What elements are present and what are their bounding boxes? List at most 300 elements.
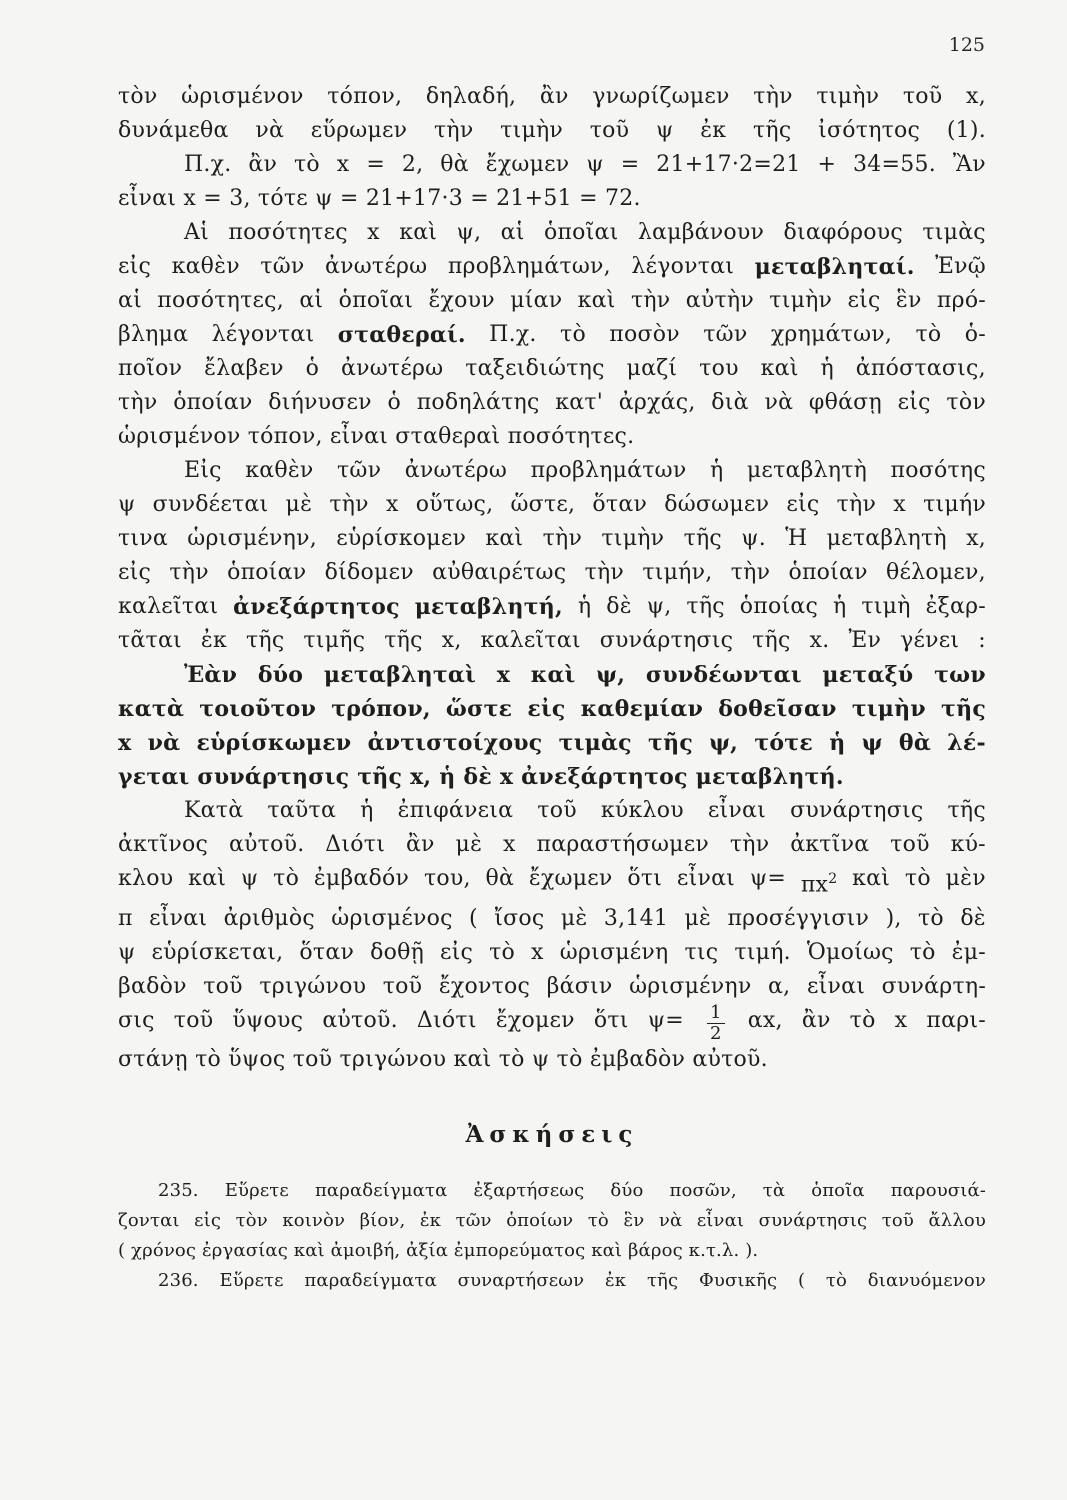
word: τὸ xyxy=(825,1270,848,1292)
word: ταῦτα xyxy=(267,798,337,823)
word: τὸ xyxy=(915,322,942,347)
word: Ἂν xyxy=(952,152,986,177)
word: αὐθαιρέτως xyxy=(432,560,567,585)
word: δυνάμεθα xyxy=(118,118,229,143)
word: x, xyxy=(441,628,462,653)
word: x. xyxy=(809,628,830,653)
word: εὑρίσκομεν xyxy=(336,526,467,551)
word: σις xyxy=(118,1008,155,1034)
word: νὰ xyxy=(764,390,794,415)
word: γνωρίζωμεν xyxy=(592,84,730,109)
word: ἔχουν xyxy=(428,288,495,313)
word: μεταβληταὶ xyxy=(323,662,477,688)
word: + xyxy=(817,152,837,177)
word: ἂν xyxy=(539,84,569,109)
word: τῆς xyxy=(752,628,791,653)
text-line xyxy=(118,590,986,624)
word: ὁποῖαι xyxy=(543,220,619,245)
text-line xyxy=(118,488,986,522)
word: δὲ xyxy=(960,906,986,932)
text-line xyxy=(118,936,986,970)
word: ἀντιστοίχους xyxy=(367,730,543,756)
word: αx, xyxy=(747,1008,783,1034)
word: 235. xyxy=(158,1180,199,1202)
word: δηλαδή, xyxy=(425,84,517,109)
word: ἡ xyxy=(709,458,724,483)
word: x xyxy=(496,662,511,688)
word: βάσιν xyxy=(546,974,613,1000)
word: καθὲν xyxy=(245,458,314,483)
exercise-line xyxy=(118,1176,986,1206)
word: τὸν xyxy=(118,84,158,109)
word: νὰ xyxy=(255,118,285,143)
word: μὲ xyxy=(560,906,588,932)
word: τὸν xyxy=(235,1210,268,1232)
word: των xyxy=(934,662,986,688)
word: τιμὴν xyxy=(500,118,564,143)
text-line xyxy=(118,114,986,148)
word: ψ, xyxy=(709,730,739,756)
word: τοῦ xyxy=(881,1210,914,1232)
word: κύ- xyxy=(950,832,986,857)
word: τὸ xyxy=(489,940,516,966)
line-text: ὡρισμένον τόπον, εἶναι σταθεραὶ ποσότητες. xyxy=(118,424,635,449)
word: εἰς xyxy=(194,1210,222,1232)
word: ἄλλου xyxy=(928,1210,986,1232)
word: Εἰς xyxy=(184,458,222,483)
word: καθὲν xyxy=(171,254,240,279)
word: αἱ xyxy=(118,288,142,313)
word: ἴσος xyxy=(494,906,545,932)
word: αὐτοῦ. xyxy=(228,832,305,857)
text-line xyxy=(118,726,986,760)
word: αἱ xyxy=(299,288,324,313)
word: εἶναι xyxy=(707,798,767,823)
word: τόπον, xyxy=(327,84,403,109)
word: τῆς xyxy=(683,526,722,551)
word: τὴν xyxy=(836,492,877,517)
word: ἀνωτέρω xyxy=(324,254,428,279)
word: παρουσιά- xyxy=(890,1180,986,1202)
word: τὴν xyxy=(433,118,474,143)
word: μεταβλητὴ xyxy=(826,526,947,551)
word: Αἱ xyxy=(184,220,210,245)
word: βλημα xyxy=(118,322,189,347)
text-line xyxy=(118,692,986,726)
word: x xyxy=(385,492,399,517)
word: ἰσότητος xyxy=(818,118,921,143)
word: ποσῶν, xyxy=(669,1180,737,1202)
word: λέγονται xyxy=(211,322,315,347)
word: ἐξαρτήσεως xyxy=(473,1180,585,1202)
word: εἰς xyxy=(118,254,152,279)
word: ἀριθμὸς xyxy=(223,906,315,932)
word: τὸ xyxy=(560,322,586,347)
word: τότε xyxy=(754,730,813,756)
word: θὰ xyxy=(485,866,515,891)
word: ὕψους xyxy=(232,1008,304,1034)
word: ὅτι xyxy=(627,866,663,891)
word: τῆς xyxy=(686,594,725,619)
word: ποδηλάτης xyxy=(416,390,540,415)
word: ζονται xyxy=(118,1210,180,1232)
word: τὴν xyxy=(118,390,158,415)
fraction-numerator: 1 xyxy=(707,1004,725,1024)
word: ἡ xyxy=(832,594,847,619)
word: ὁποίας xyxy=(739,594,819,619)
word: καὶ xyxy=(485,526,524,551)
word: ψ= xyxy=(647,1008,684,1034)
word: = xyxy=(620,152,640,177)
word: Π.χ. xyxy=(489,322,537,347)
word: τὴν xyxy=(630,288,671,313)
word: ὁποῖαι xyxy=(338,288,414,313)
word: τὸ xyxy=(849,1008,876,1034)
word: (1). xyxy=(946,118,986,143)
word: μεταβλητή, xyxy=(414,594,563,620)
word: μεταξύ xyxy=(822,662,914,688)
word: νὰ xyxy=(658,1210,683,1232)
word: Ἡ xyxy=(785,526,808,551)
word: ἡ xyxy=(829,730,846,756)
word: τιμὰς xyxy=(922,220,986,245)
word: ὁ xyxy=(387,390,401,415)
word: δώσωμεν xyxy=(664,492,770,517)
word: : xyxy=(978,628,986,653)
word: x, xyxy=(966,526,986,551)
word: καλεῖται xyxy=(118,594,219,619)
word: τῆς xyxy=(947,798,986,823)
word: λαμβάνουν xyxy=(637,220,765,245)
word: ὡρισμένη xyxy=(559,940,669,966)
word: Ἐὰν xyxy=(184,662,238,688)
word: Διότι xyxy=(416,1008,477,1034)
word: θὰ xyxy=(898,730,931,756)
word: κατ' xyxy=(555,390,604,415)
word: πρό- xyxy=(936,288,986,313)
line-text: ( χρόνος ἐργασίας καὶ ἀμοιβή, ἀξία ἐμπορεύματος καὶ βάρος κ.τ.λ. ). xyxy=(118,1240,759,1262)
text-line xyxy=(118,624,986,658)
word: ψ xyxy=(240,866,259,891)
word: μὲ xyxy=(455,832,483,857)
word: προβλημάτων xyxy=(530,458,687,483)
word: Διότι xyxy=(325,832,386,857)
word: τοῦ xyxy=(203,974,243,1000)
word: διήνυσεν xyxy=(268,390,372,415)
word: 34=55. xyxy=(853,152,936,177)
word: τῆς xyxy=(245,628,285,653)
word: διὰ xyxy=(711,390,749,415)
word: εἶναι xyxy=(696,1210,745,1232)
word: συνάρτησις xyxy=(758,1210,868,1232)
word: κοινὸν xyxy=(282,1210,346,1232)
word: κύκλου xyxy=(600,798,684,823)
word: ὅταν xyxy=(299,940,355,966)
word: εἰς xyxy=(847,288,881,313)
word: τῶν xyxy=(260,254,305,279)
word: ψ= xyxy=(749,866,787,891)
exercise-line xyxy=(118,1236,986,1266)
word: βαδὸν xyxy=(118,974,187,1000)
word: ὥστε xyxy=(445,696,513,722)
text-line xyxy=(118,352,986,386)
word: Φυσικῆς xyxy=(698,1270,778,1292)
word: τοῦ xyxy=(902,84,943,109)
word: μεταβλητὴ xyxy=(746,458,868,483)
word: μεταβληταί. xyxy=(754,254,915,280)
word: τὸ xyxy=(918,906,944,932)
word: τῆς xyxy=(941,696,986,722)
word: ἐμβαδόν xyxy=(313,866,410,891)
word: ( xyxy=(797,1270,806,1292)
word: συνδέεται xyxy=(152,492,269,517)
word: ἀπόστασις, xyxy=(855,356,986,381)
word: ἓν xyxy=(623,1210,645,1232)
word: ψ xyxy=(656,118,674,143)
text-line xyxy=(118,862,986,902)
word: ἐκ xyxy=(700,118,727,143)
word: καὶ xyxy=(399,220,438,245)
word: τὴν xyxy=(753,84,793,109)
word: μαζί xyxy=(626,356,678,381)
word: ὁποῖα xyxy=(811,1180,865,1202)
word: τὴν xyxy=(542,526,583,551)
word: ψ, xyxy=(456,220,482,245)
page-number: 125 xyxy=(948,34,985,56)
word: παραστήσωμεν xyxy=(536,832,710,857)
word: 2, xyxy=(401,152,424,177)
word: $\pi x^2$ xyxy=(800,871,838,898)
word: τὴν xyxy=(730,560,771,585)
word: ἔχομεν xyxy=(495,1008,575,1034)
word: ἀνεξάρτητος xyxy=(233,594,400,620)
word: ἔχωμεν xyxy=(528,866,613,891)
word: τῆς xyxy=(648,730,693,756)
word: ψ xyxy=(586,152,604,177)
word: 3,141 xyxy=(603,906,669,932)
word: εἰς xyxy=(786,492,820,517)
word: ἀνωτέρω xyxy=(340,356,444,381)
word: τιμήν xyxy=(923,492,986,517)
word: ἐκ xyxy=(604,1270,627,1292)
text-line xyxy=(118,386,986,420)
word: εἰς xyxy=(527,696,566,722)
word: δίδομεν xyxy=(324,560,414,585)
text-line xyxy=(118,902,986,936)
word: τὸ xyxy=(273,866,300,891)
word: δοθῇ xyxy=(370,940,424,966)
word: τιμὴν xyxy=(769,288,833,313)
word: τῆς xyxy=(753,118,792,143)
word: ἐκ xyxy=(200,628,227,653)
word: ἀκτῖνος xyxy=(118,832,209,857)
word: παραδείγματα xyxy=(314,1180,448,1202)
word: ὁποίαν xyxy=(788,560,868,585)
word: ἡ xyxy=(820,356,834,381)
section-title: Ἀσκήσεις xyxy=(465,1121,639,1149)
text-line xyxy=(118,1043,986,1077)
word: μίαν xyxy=(510,288,563,313)
word: Ἐν xyxy=(848,628,882,653)
text-line xyxy=(118,970,986,1004)
word: ὅταν xyxy=(592,492,648,517)
exponent: 2 xyxy=(828,871,838,887)
word: τοῦ xyxy=(382,974,423,1000)
word: ψ. xyxy=(741,526,767,551)
word: δοθεῖσαν xyxy=(718,696,837,722)
word: εὑρίσκεται, xyxy=(151,940,284,966)
word: ἐμ- xyxy=(951,940,986,966)
word: αἱ xyxy=(500,220,525,245)
word: ἂν xyxy=(801,1008,831,1034)
word: x xyxy=(502,832,516,857)
word: του, xyxy=(423,866,471,891)
word: τρόπον, xyxy=(331,696,431,722)
word: ἀνωτέρω xyxy=(404,458,508,483)
word: ὁποίων xyxy=(506,1210,574,1232)
word: τᾶται xyxy=(118,628,182,653)
text-line xyxy=(118,522,986,556)
word: Ἐνῷ xyxy=(935,254,986,279)
word: x, xyxy=(966,84,986,109)
word: νὰ xyxy=(147,730,181,756)
word: ἂν xyxy=(248,152,278,177)
word: ἐξαρ- xyxy=(925,594,986,619)
word: ἐκ xyxy=(419,1210,442,1232)
word: ὁ xyxy=(305,356,320,381)
word: ὡρισμένην, xyxy=(187,526,317,551)
word: τῆς xyxy=(384,628,423,653)
word: δύο xyxy=(257,662,304,688)
word: τοῦ xyxy=(173,1008,214,1034)
word: τιμὴ xyxy=(861,594,911,619)
word: 236. xyxy=(158,1270,199,1292)
word: ἔχοντος xyxy=(438,974,531,1000)
word: ἐπιφάνεια xyxy=(397,798,514,823)
word: x xyxy=(894,1008,908,1034)
word: ἀρχάς, xyxy=(618,390,696,415)
word: α, xyxy=(768,974,791,1000)
word: τινα xyxy=(118,526,169,551)
word: Κατὰ xyxy=(184,798,244,823)
word: ψ xyxy=(118,492,136,517)
word: δύο xyxy=(610,1180,644,1202)
word: τοῦ xyxy=(537,798,577,823)
text-line xyxy=(118,794,986,828)
word: εἰς xyxy=(440,940,474,966)
word: ἔλαβεν xyxy=(204,356,284,381)
word: φθάσῃ xyxy=(808,390,882,415)
word: τιμὴν xyxy=(851,696,926,722)
word: εἶναι xyxy=(676,866,736,891)
word: τὴν xyxy=(329,492,369,517)
word: ποσότητες, xyxy=(157,288,284,313)
word: τιμὴν xyxy=(816,84,880,109)
fraction-one-half xyxy=(707,1004,725,1043)
word: ψ xyxy=(861,730,883,756)
word: Εὕρετε xyxy=(219,1270,284,1292)
word: ὡρισμένος xyxy=(331,906,453,932)
word: ἓν xyxy=(895,288,922,313)
word: τὸ xyxy=(294,152,320,177)
word: σταθεραί. xyxy=(337,322,466,348)
word: καὶ xyxy=(760,356,799,381)
text-line xyxy=(118,80,986,114)
word: τιμήν, xyxy=(642,560,713,585)
word: τιμῆς xyxy=(303,628,366,653)
word: χρημάτων, xyxy=(770,322,893,347)
word: εὑρίσκωμεν xyxy=(196,730,352,756)
word: ποῖον xyxy=(118,356,183,381)
word: θέλομεν, xyxy=(886,560,986,585)
word: ὅτι xyxy=(593,1008,629,1034)
word: π xyxy=(118,906,133,932)
word: Ὁμοίως xyxy=(806,940,894,966)
word: ἡ xyxy=(360,798,374,823)
word: τριγώνου xyxy=(259,974,367,1000)
word: τῶν xyxy=(455,1210,492,1232)
word: τις xyxy=(684,940,719,966)
word: συνάρτησις xyxy=(599,628,734,653)
line-text: γεται συνάρτησις τῆς x, ἡ δὲ x ἀνεξάρτητος μεταβλητή. xyxy=(118,764,844,790)
word: x xyxy=(893,492,906,517)
word: ψ, xyxy=(646,594,672,619)
word: ἔχωμεν xyxy=(485,152,570,177)
word: ( xyxy=(469,906,478,932)
word: τὴν xyxy=(584,560,625,585)
word: ὁποίαν xyxy=(173,390,253,415)
word: τὸ xyxy=(909,940,936,966)
word: εἰς xyxy=(118,560,152,585)
text-line xyxy=(118,284,986,318)
word: συνδέωνται xyxy=(645,662,802,688)
word: λέγονται xyxy=(631,254,735,279)
word: ταξειδιώτης xyxy=(465,356,605,381)
word: ὁποίαν xyxy=(227,560,307,585)
word: εὕρωμεν xyxy=(310,118,408,143)
text-line xyxy=(118,454,986,488)
text-line xyxy=(118,182,986,216)
word: μὲν xyxy=(945,866,986,891)
word: τὸν xyxy=(946,390,986,415)
word: μὲ xyxy=(684,906,712,932)
word: τὴν xyxy=(729,832,770,857)
word: τὰ xyxy=(762,1180,786,1202)
word: κατὰ xyxy=(118,696,185,722)
exercise-line xyxy=(118,1266,986,1296)
word: θὰ xyxy=(440,152,469,177)
word: 21+17·2=21 xyxy=(656,152,801,177)
word: δὲ xyxy=(606,594,632,619)
word: καὶ xyxy=(530,662,576,688)
word: παραδείγματα xyxy=(304,1270,437,1292)
word: μὲ xyxy=(285,492,313,517)
word: τιμὰς xyxy=(558,730,632,756)
text-line xyxy=(118,760,986,794)
word: καθεμίαν xyxy=(580,696,704,722)
word: εἶναι xyxy=(149,906,208,932)
text-line xyxy=(118,658,986,692)
word: ὡρισμένον xyxy=(181,84,304,109)
word: καλεῖται xyxy=(480,628,581,653)
word: εἰς xyxy=(897,390,931,415)
word: ὁ- xyxy=(964,322,986,347)
word: τιμή. xyxy=(734,940,791,966)
word: τῶν xyxy=(703,322,748,347)
exercise-line xyxy=(118,1206,986,1236)
word: συνάρτησις xyxy=(790,798,924,823)
word: αὐτοῦ. xyxy=(322,1008,398,1034)
